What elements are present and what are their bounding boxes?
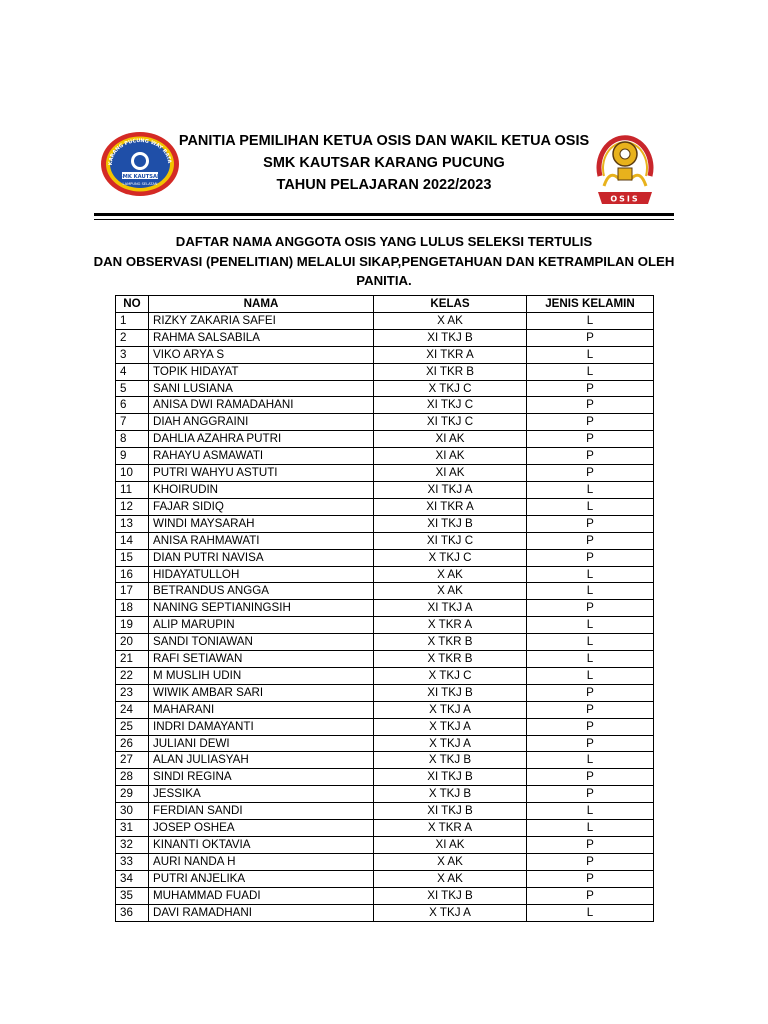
cell-kelas: XI TKJ B: [374, 887, 527, 904]
cell-nama: MAHARANI: [149, 701, 374, 718]
list-title: [90, 232, 678, 291]
letterhead-divider-thin: [94, 219, 674, 220]
table-row: [116, 380, 654, 397]
cell-no: 6: [116, 397, 149, 414]
cell-kelas: X AK: [374, 312, 527, 329]
cell-kelas: X TKJ B: [374, 786, 527, 803]
cell-kelas: X TKJ A: [374, 735, 527, 752]
cell-no: 26: [116, 735, 149, 752]
cell-jenis-kelamin: P: [527, 515, 654, 532]
cell-nama: VIKO ARYA S: [149, 346, 374, 363]
column-header-jenis-kelamin: JENIS KELAMIN: [527, 296, 654, 313]
cell-kelas: XI TKJ B: [374, 803, 527, 820]
cell-kelas: XI TKJ C: [374, 397, 527, 414]
table-row: [116, 566, 654, 583]
cell-kelas: X TKJ A: [374, 701, 527, 718]
letterhead: [96, 128, 672, 212]
cell-nama: DAVI RAMADHANI: [149, 904, 374, 921]
cell-nama: WIWIK AMBAR SARI: [149, 684, 374, 701]
cell-no: 12: [116, 498, 149, 515]
cell-no: 22: [116, 667, 149, 684]
cell-jenis-kelamin: P: [527, 870, 654, 887]
cell-jenis-kelamin: P: [527, 465, 654, 482]
table-row: [116, 887, 654, 904]
cell-no: 18: [116, 600, 149, 617]
cell-no: 8: [116, 431, 149, 448]
cell-kelas: X TKR A: [374, 820, 527, 837]
cell-nama: RAHMA SALSABILA: [149, 329, 374, 346]
cell-nama: AURI NANDA H: [149, 853, 374, 870]
table-row: [116, 667, 654, 684]
cell-no: 10: [116, 465, 149, 482]
cell-jenis-kelamin: P: [527, 837, 654, 854]
cell-no: 15: [116, 549, 149, 566]
cell-no: 21: [116, 651, 149, 668]
cell-kelas: X AK: [374, 853, 527, 870]
cell-kelas: X TKR A: [374, 617, 527, 634]
table-row: [116, 651, 654, 668]
cell-nama: ALIP MARUPIN: [149, 617, 374, 634]
cell-nama: DIAN PUTRI NAVISA: [149, 549, 374, 566]
cell-nama: KINANTI OKTAVIA: [149, 837, 374, 854]
table-row: [116, 752, 654, 769]
cell-jenis-kelamin: L: [527, 752, 654, 769]
cell-jenis-kelamin: L: [527, 583, 654, 600]
cell-no: 20: [116, 634, 149, 651]
cell-nama: FAJAR SIDIQ: [149, 498, 374, 515]
cell-jenis-kelamin: P: [527, 769, 654, 786]
cell-no: 32: [116, 837, 149, 854]
cell-jenis-kelamin: P: [527, 329, 654, 346]
cell-kelas: XI TKR B: [374, 363, 527, 380]
cell-kelas: XI TKJ A: [374, 600, 527, 617]
cell-kelas: XI AK: [374, 431, 527, 448]
cell-no: 14: [116, 532, 149, 549]
cell-no: 28: [116, 769, 149, 786]
letterhead-title: [96, 130, 672, 196]
cell-kelas: X TKR B: [374, 651, 527, 668]
cell-kelas: XI AK: [374, 837, 527, 854]
table-row: [116, 465, 654, 482]
cell-kelas: XI TKJ C: [374, 414, 527, 431]
table-row: [116, 600, 654, 617]
cell-nama: WINDI MAYSARAH: [149, 515, 374, 532]
cell-no: 27: [116, 752, 149, 769]
table-row: [116, 684, 654, 701]
cell-no: 31: [116, 820, 149, 837]
cell-nama: TOPIK HIDAYAT: [149, 363, 374, 380]
cell-no: 25: [116, 718, 149, 735]
cell-jenis-kelamin: P: [527, 380, 654, 397]
cell-jenis-kelamin: L: [527, 651, 654, 668]
table-row: [116, 549, 654, 566]
cell-kelas: XI TKJ C: [374, 532, 527, 549]
table-row: [116, 904, 654, 921]
cell-kelas: X TKJ B: [374, 752, 527, 769]
cell-jenis-kelamin: P: [527, 684, 654, 701]
cell-nama: DAHLIA AZAHRA PUTRI: [149, 431, 374, 448]
cell-nama: INDRI DAMAYANTI: [149, 718, 374, 735]
table-row: [116, 701, 654, 718]
cell-kelas: X AK: [374, 566, 527, 583]
left-logo-sub-text: LAMPUNG SELATAN: [122, 182, 158, 186]
table-row: [116, 532, 654, 549]
cell-kelas: XI TKJ B: [374, 515, 527, 532]
cell-no: 29: [116, 786, 149, 803]
column-header-kelas: KELAS: [374, 296, 527, 313]
cell-jenis-kelamin: L: [527, 481, 654, 498]
cell-nama: MUHAMMAD FUADI: [149, 887, 374, 904]
cell-no: 9: [116, 448, 149, 465]
left-logo-arc-text: KARANG PUCUNG WAY RATA: [107, 137, 173, 166]
column-header-no: NO: [116, 296, 149, 313]
cell-nama: SINDI REGINA: [149, 769, 374, 786]
letterhead-divider-thick: [94, 213, 674, 216]
cell-kelas: X AK: [374, 870, 527, 887]
cell-jenis-kelamin: L: [527, 667, 654, 684]
cell-kelas: XI TKJ B: [374, 329, 527, 346]
cell-nama: FERDIAN SANDI: [149, 803, 374, 820]
cell-kelas: XI AK: [374, 465, 527, 482]
cell-nama: SANI LUSIANA: [149, 380, 374, 397]
table-body: [116, 312, 654, 921]
cell-no: 17: [116, 583, 149, 600]
cell-kelas: XI TKR A: [374, 498, 527, 515]
cell-no: 30: [116, 803, 149, 820]
cell-jenis-kelamin: P: [527, 786, 654, 803]
cell-jenis-kelamin: P: [527, 600, 654, 617]
cell-nama: BETRANDUS ANGGA: [149, 583, 374, 600]
cell-no: 4: [116, 363, 149, 380]
cell-jenis-kelamin: L: [527, 634, 654, 651]
cell-nama: JESSIKA: [149, 786, 374, 803]
table-row: [116, 820, 654, 837]
cell-no: 5: [116, 380, 149, 397]
list-title-line-3: PANITIA.: [356, 273, 412, 288]
cell-no: 2: [116, 329, 149, 346]
cell-no: 19: [116, 617, 149, 634]
table-row: [116, 312, 654, 329]
table-row: [116, 397, 654, 414]
right-logo-banner-text: OSIS: [610, 194, 640, 204]
cell-jenis-kelamin: L: [527, 566, 654, 583]
table-row: [116, 414, 654, 431]
list-title-line-1: DAFTAR NAMA ANGGOTA OSIS YANG LULUS SELEKSI TERTULIS: [175, 234, 593, 249]
cell-jenis-kelamin: L: [527, 820, 654, 837]
cell-jenis-kelamin: P: [527, 397, 654, 414]
cell-jenis-kelamin: L: [527, 803, 654, 820]
table-row: [116, 718, 654, 735]
cell-kelas: X TKR B: [374, 634, 527, 651]
cell-no: 35: [116, 887, 149, 904]
cell-no: 7: [116, 414, 149, 431]
cell-jenis-kelamin: P: [527, 735, 654, 752]
list-title-line-2: DAN OBSERVASI (PENELITIAN) MELALUI SIKAP,PENGETAHUAN DAN KETRAMPILAN OLEH: [93, 253, 675, 269]
letterhead-line-1: PANITIA PEMILIHAN KETUA OSIS DAN WAKIL KETUA OSIS: [178, 133, 590, 149]
cell-nama: NANING SEPTIANINGSIH: [149, 600, 374, 617]
cell-jenis-kelamin: P: [527, 853, 654, 870]
cell-kelas: X AK: [374, 583, 527, 600]
cell-jenis-kelamin: P: [527, 414, 654, 431]
cell-kelas: XI AK: [374, 448, 527, 465]
cell-kelas: XI TKR A: [374, 346, 527, 363]
table-row: [116, 837, 654, 854]
table-row: [116, 498, 654, 515]
cell-jenis-kelamin: P: [527, 887, 654, 904]
cell-nama: ALAN JULIASYAH: [149, 752, 374, 769]
member-table: [115, 295, 654, 922]
cell-kelas: X TKJ C: [374, 549, 527, 566]
cell-kelas: X TKJ C: [374, 667, 527, 684]
cell-kelas: XI TKJ A: [374, 481, 527, 498]
cell-nama: PUTRI ANJELIKA: [149, 870, 374, 887]
cell-jenis-kelamin: P: [527, 549, 654, 566]
cell-no: 33: [116, 853, 149, 870]
letterhead-line-3: TAHUN PELAJARAN 2022/2023: [276, 177, 492, 193]
column-header-nama: NAMA: [149, 296, 374, 313]
cell-nama: DIAH ANGGRAINI: [149, 414, 374, 431]
cell-nama: RAFI SETIAWAN: [149, 651, 374, 668]
cell-jenis-kelamin: L: [527, 617, 654, 634]
cell-nama: JULIANI DEWI: [149, 735, 374, 752]
cell-no: 23: [116, 684, 149, 701]
table-header-row: [116, 296, 654, 313]
cell-jenis-kelamin: P: [527, 718, 654, 735]
table-row: [116, 481, 654, 498]
cell-jenis-kelamin: P: [527, 701, 654, 718]
cell-nama: RIZKY ZAKARIA SAFEI: [149, 312, 374, 329]
cell-no: 24: [116, 701, 149, 718]
cell-kelas: X TKJ C: [374, 380, 527, 397]
table-row: [116, 363, 654, 380]
table-row: [116, 786, 654, 803]
cell-kelas: X TKJ A: [374, 904, 527, 921]
cell-jenis-kelamin: L: [527, 363, 654, 380]
table-row: [116, 515, 654, 532]
table-row: [116, 853, 654, 870]
cell-jenis-kelamin: P: [527, 448, 654, 465]
cell-nama: PUTRI WAHYU ASTUTI: [149, 465, 374, 482]
cell-jenis-kelamin: L: [527, 498, 654, 515]
table-row: [116, 448, 654, 465]
table-row: [116, 617, 654, 634]
cell-no: 34: [116, 870, 149, 887]
cell-no: 13: [116, 515, 149, 532]
cell-kelas: XI TKJ B: [374, 684, 527, 701]
table-row: [116, 583, 654, 600]
cell-no: 16: [116, 566, 149, 583]
table-row: [116, 735, 654, 752]
cell-kelas: X TKJ A: [374, 718, 527, 735]
cell-jenis-kelamin: L: [527, 904, 654, 921]
cell-nama: ANISA RAHMAWATI: [149, 532, 374, 549]
cell-kelas: XI TKJ B: [374, 769, 527, 786]
left-logo-banner-text: SMK KAUTSAR: [118, 173, 162, 180]
table-row: [116, 634, 654, 651]
table-row: [116, 346, 654, 363]
cell-no: 36: [116, 904, 149, 921]
letterhead-line-2: SMK KAUTSAR KARANG PUCUNG: [263, 155, 505, 171]
cell-nama: JOSEP OSHEA: [149, 820, 374, 837]
osis-emblem-icon: [590, 128, 660, 212]
table-row: [116, 769, 654, 786]
cell-nama: HIDAYATULLOH: [149, 566, 374, 583]
table-row: [116, 803, 654, 820]
cell-jenis-kelamin: L: [527, 346, 654, 363]
cell-jenis-kelamin: L: [527, 312, 654, 329]
cell-no: 11: [116, 481, 149, 498]
table-row: [116, 870, 654, 887]
table-row: [116, 329, 654, 346]
table-row: [116, 431, 654, 448]
cell-jenis-kelamin: P: [527, 532, 654, 549]
cell-no: 3: [116, 346, 149, 363]
cell-jenis-kelamin: P: [527, 431, 654, 448]
cell-nama: SANDI TONIAWAN: [149, 634, 374, 651]
cell-no: 1: [116, 312, 149, 329]
cell-nama: M MUSLIH UDIN: [149, 667, 374, 684]
cell-nama: KHOIRUDIN: [149, 481, 374, 498]
cell-nama: RAHAYU ASMAWATI: [149, 448, 374, 465]
cell-nama: ANISA DWI RAMADAHANI: [149, 397, 374, 414]
